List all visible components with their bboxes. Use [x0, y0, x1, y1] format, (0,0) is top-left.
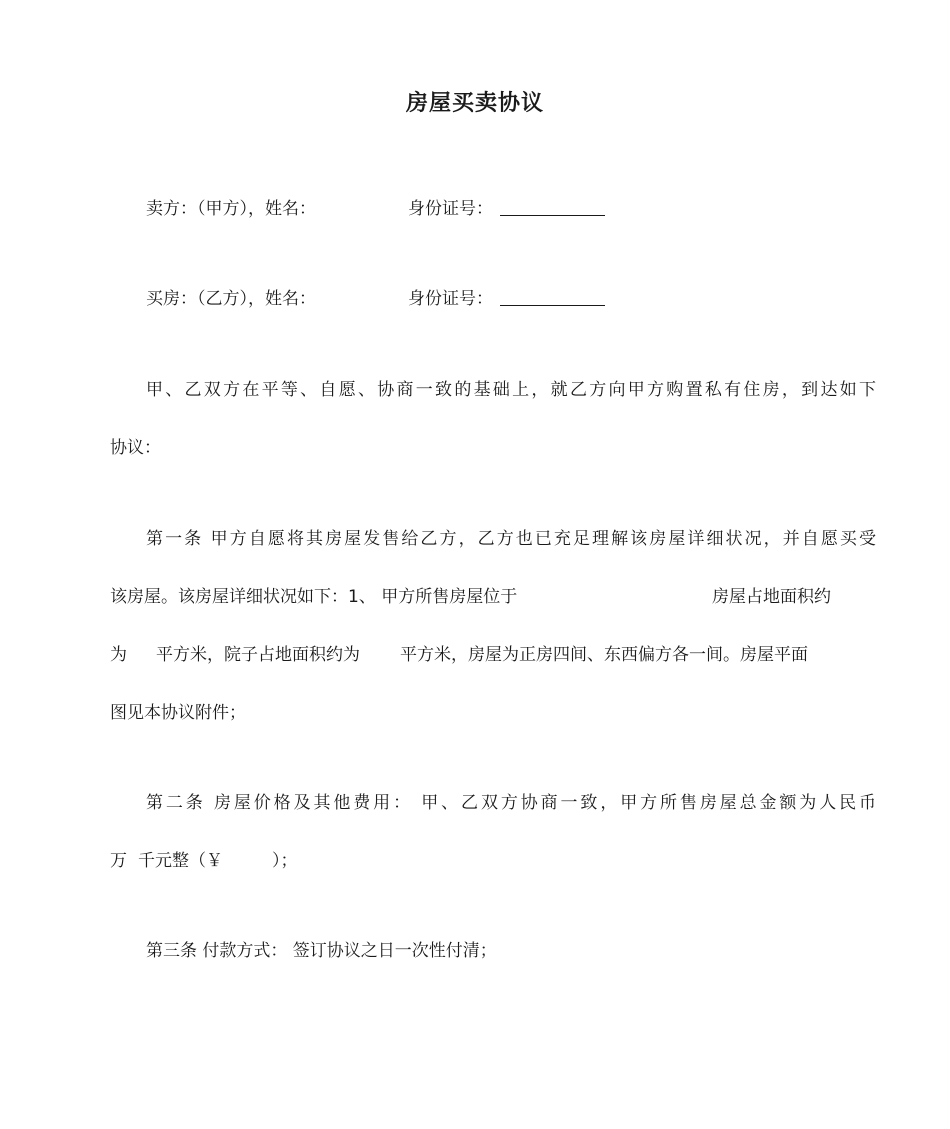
- article2-wan-text: 万: [110, 851, 127, 871]
- article2-line-2: [110, 849, 840, 873]
- intro-line-1: 甲、乙双方在平等、自愿、协商一致的基础上，就乙方向甲方购置私有住房，到达如下: [146, 380, 876, 400]
- buyer-label: 买房：（乙方），姓名：: [146, 289, 316, 309]
- article1-sqm-text: 平方米，院子占地面积约为: [156, 645, 360, 665]
- article2-line-1: 第二条 房屋价格及其他费用： 甲、乙双方协商一致，甲方所售房屋总金额为人民币: [146, 793, 876, 813]
- article1-line-4: 图见本协议附件；: [110, 703, 246, 723]
- article2-qian-text: 千元整（￥: [138, 851, 223, 871]
- article1-line-3: [110, 643, 840, 667]
- article1-line-2: [110, 585, 840, 609]
- seller-label: 卖方：（甲方），姓名：: [146, 199, 316, 219]
- article1-location-text: 该房屋。该房屋详细状况如下：1、 甲方所售房屋位于: [110, 587, 518, 607]
- article2-close-text: ）；: [272, 851, 298, 871]
- buyer-id-label: 身份证号：: [408, 289, 493, 309]
- article3-line-1: 第三条 付款方式： 签订协议之日一次性付清；: [146, 941, 497, 961]
- buyer-line: [110, 287, 840, 311]
- document-title: 房屋买卖协议: [405, 91, 544, 116]
- seller-line: [110, 197, 840, 221]
- seller-id-label: 身份证号：: [408, 199, 493, 219]
- seller-id-blank: [500, 197, 605, 216]
- article1-as-text: 为: [110, 645, 127, 665]
- buyer-id-blank: [500, 287, 605, 306]
- article1-line-1: 第一条 甲方自愿将其房屋发售给乙方，乙方也已充足理解该房屋详细状况，并自愿买受: [146, 529, 876, 549]
- intro-line-2: 协议：: [110, 438, 161, 458]
- article1-rooms-text: 平方米，房屋为正房四间、东西偏方各一间。房屋平面: [400, 645, 808, 665]
- article1-area-text: 房屋占地面积约: [712, 587, 831, 607]
